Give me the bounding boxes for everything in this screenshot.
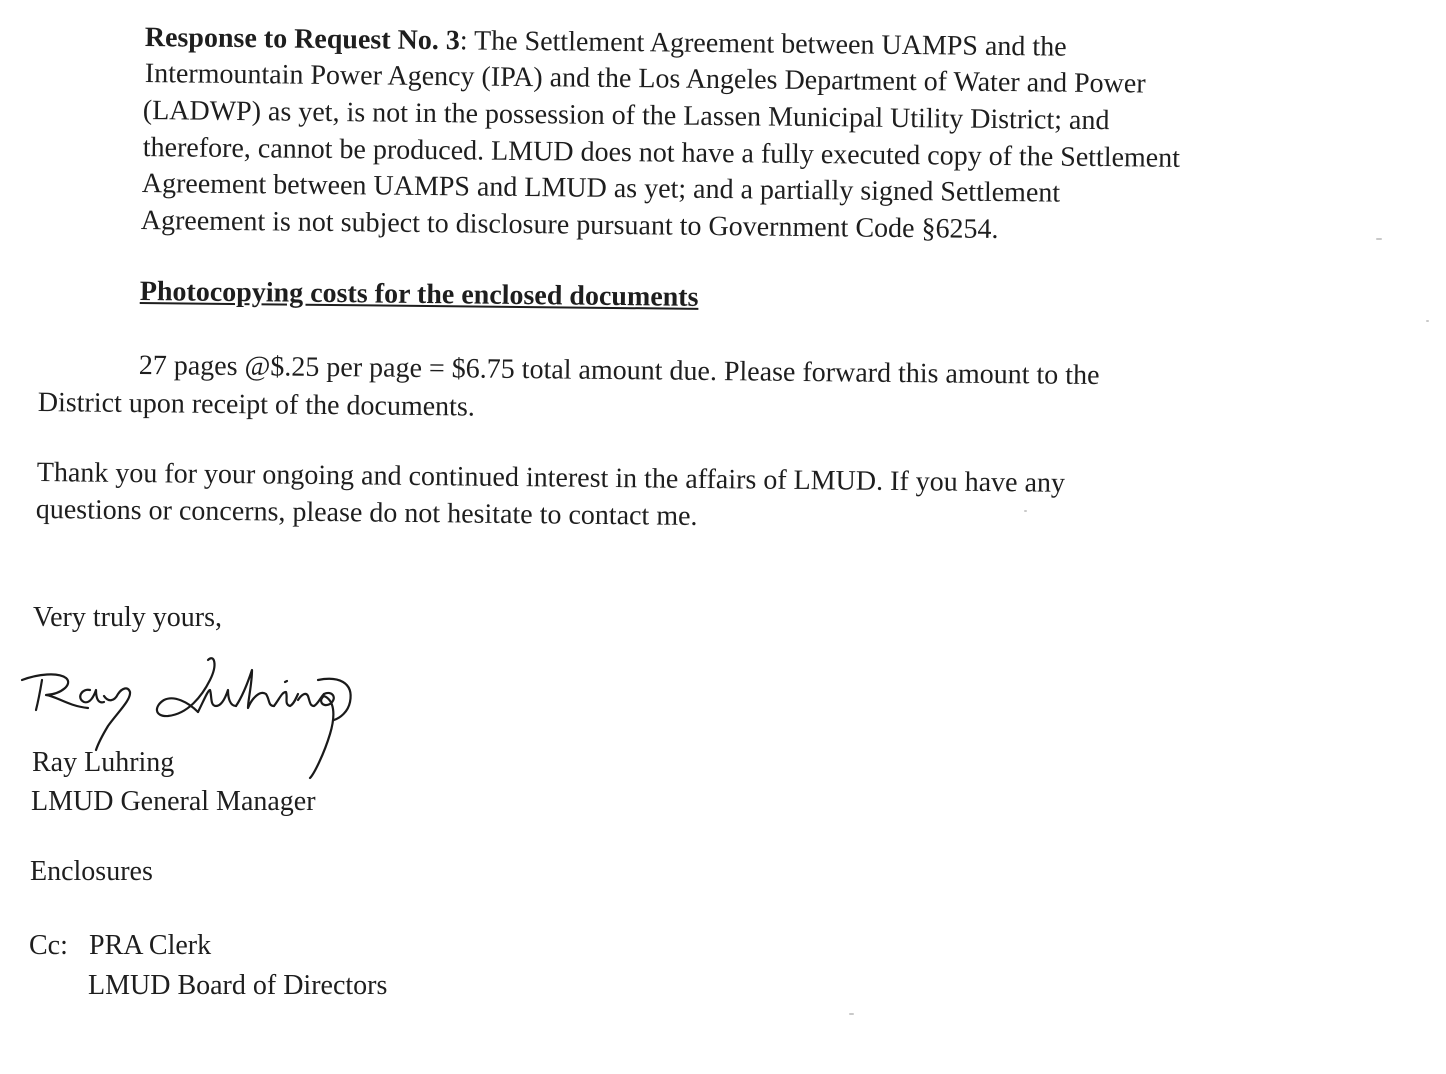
scan-speck [1024, 510, 1027, 512]
thanks-line-2: questions or concerns, please do not hesitate to contact me. [35, 494, 698, 532]
thanks-line-1: Thank you for your ongoing and continued interest in the affairs of LMUD. If you have any [36, 457, 1066, 499]
scan-speck [1376, 238, 1382, 240]
cc-label: Cc: [29, 930, 68, 961]
response-line-1 [145, 22, 1067, 64]
cc-recipient: LMUD Board of Directors [88, 970, 388, 1001]
response-line-3: (LADWP) as yet, is not in the possession of the Lassen Municipal Utility District; and [142, 95, 1110, 137]
response-line-4: therefore, cannot be produced. LMUD does not have a fully executed copy of the Settlement [142, 132, 1181, 174]
scan-speck [849, 1013, 854, 1015]
enclosures-label: Enclosures [30, 856, 153, 887]
response-line-2: Intermountain Power Agency (IPA) and the Los Angeles Department of Water and Power [144, 58, 1146, 100]
response-text-1: : The Settlement Agreement between UAMPS and the [459, 25, 1067, 63]
signer-name: Ray Luhring [32, 747, 175, 778]
photocopy-heading: Photocopying costs for the enclosed documents [139, 276, 699, 313]
response-line-5: Agreement between UAMPS and LMUD as yet; and a partially signed Settlement [141, 168, 1061, 209]
response-line-6: Agreement is not subject to disclosure pursuant to Government Code §6254. [140, 205, 999, 245]
response-label: Response to Request No. 3 [144, 22, 460, 57]
photocopy-line-1: 27 pages @$.25 per page = $6.75 total amount due. Please forward this amount to the [138, 350, 1100, 392]
cc-recipient: PRA Clerk [89, 930, 212, 961]
photocopy-line-2: District upon receipt of the documents. [37, 387, 475, 423]
scan-speck [1426, 320, 1429, 322]
salutation: Very truly yours, [33, 602, 222, 633]
signer-title: LMUD General Manager [31, 786, 316, 817]
